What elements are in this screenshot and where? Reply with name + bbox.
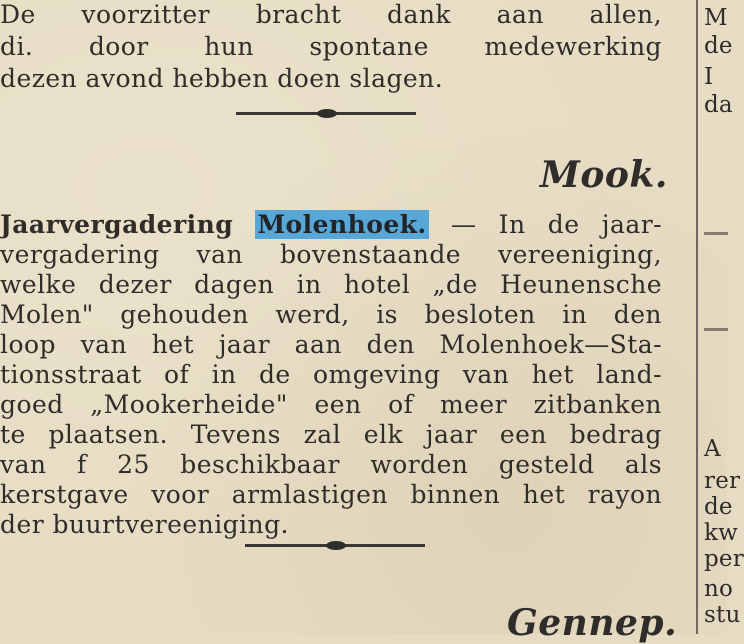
- adjacent-text-fragment: de: [704, 33, 733, 59]
- article-line-7: goed „Mookerheide" een of meer zitbanken: [0, 390, 662, 419]
- article-lead-title: Jaarvergadering: [0, 210, 234, 239]
- article-first-line: [0, 210, 662, 240]
- adjacent-text-fragment: da: [704, 92, 733, 118]
- adjacent-text-fragment: kw: [704, 520, 739, 546]
- article-line-5: loop van het jaar aan den Molenhoek—Sta-: [0, 330, 662, 359]
- adjacent-text-fragment: no: [704, 576, 734, 602]
- section-separator-top: [236, 112, 416, 115]
- article-line-10: kerstgave voor armlastigen binnen het rayon: [0, 480, 662, 509]
- adjacent-text-fragment: A: [704, 436, 721, 462]
- article-line-9: van f 25 beschikbaar worden gesteld als: [0, 450, 662, 479]
- adjacent-column-fragment: [704, 0, 744, 634]
- adjacent-text-fragment: M: [704, 5, 728, 31]
- article-line-2: vergadering van bovenstaande vereeniging,: [0, 240, 662, 269]
- highlighted-search-term: Molenhoek.: [257, 210, 427, 239]
- adjacent-text-fragment: stu: [704, 602, 741, 628]
- adjacent-text-fragment: I: [704, 64, 714, 90]
- adjacent-text-fragment: de: [704, 494, 733, 520]
- adjacent-text-fragment: per: [704, 546, 744, 572]
- prev-text-line-1: De voorzitter bracht dank aan allen,: [0, 0, 662, 29]
- article-first-line-rest: — In de jaar-: [450, 210, 662, 239]
- article-line-11: der buurtvereeniging.: [0, 510, 289, 539]
- adjacent-column-rule: [704, 232, 728, 235]
- adjacent-column-rule: [704, 328, 728, 331]
- article-line-4: Molen" gehouden werd, is besloten in den: [0, 300, 662, 329]
- place-heading-mook: Mook.: [540, 154, 668, 196]
- article-line-3: welke dezer dagen in hotel „de Heunensche: [0, 270, 662, 299]
- prev-text-line-2: di. door hun spontane medewerking: [0, 32, 662, 61]
- prev-text-line-3: dezen avond hebben doen slagen.: [0, 64, 444, 93]
- article-line-6: tionsstraat of in de omgeving van het land-: [0, 360, 662, 389]
- place-heading-gennep: Gennep.: [507, 602, 678, 644]
- section-separator-bottom: [245, 544, 425, 547]
- column-divider: [696, 0, 698, 634]
- adjacent-text-fragment: rer: [704, 468, 741, 494]
- article-line-8: te plaatsen. Tevens zal elk jaar een bedrag: [0, 420, 662, 449]
